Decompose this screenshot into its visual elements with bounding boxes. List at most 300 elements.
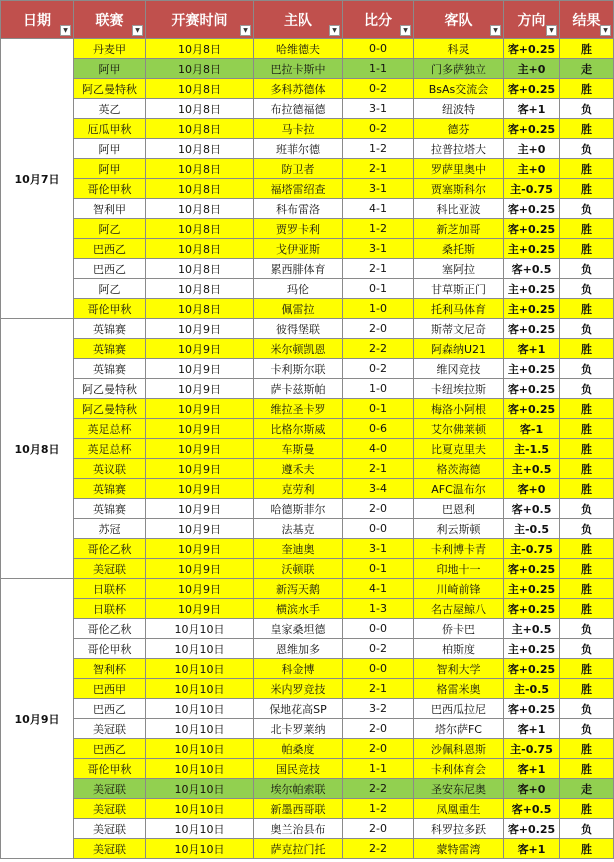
league-cell: 巴西乙	[74, 239, 146, 259]
score-cell: 0-1	[343, 559, 414, 579]
table-row	[1, 99, 614, 119]
home-team-cell: 米尔顿凯恩	[254, 339, 343, 359]
header-score-label: 比分	[364, 12, 392, 29]
table-row	[1, 419, 614, 439]
away-team-cell: 阿森纳U21	[414, 339, 504, 359]
home-team-cell: 米内罗竞技	[254, 679, 343, 699]
time-cell: 10月9日	[146, 579, 254, 599]
date-cell: 10月8日	[1, 319, 74, 579]
table-row	[1, 679, 614, 699]
table-row	[1, 239, 614, 259]
table-row	[1, 739, 614, 759]
result-cell: 负	[560, 139, 614, 159]
score-cell: 2-1	[343, 679, 414, 699]
time-cell: 10月9日	[146, 439, 254, 459]
league-cell: 阿乙曼特秋	[74, 379, 146, 399]
time-cell: 10月8日	[146, 179, 254, 199]
header-row	[1, 1, 614, 39]
time-cell: 10月9日	[146, 559, 254, 579]
direction-cell: 主-0.5	[504, 679, 560, 699]
direction-cell: 客+0	[504, 479, 560, 499]
away-team-cell: 科比亚波	[414, 199, 504, 219]
result-cell: 负	[560, 359, 614, 379]
direction-cell: 主-0.5	[504, 519, 560, 539]
score-cell: 1-2	[343, 139, 414, 159]
table-row	[1, 159, 614, 179]
league-cell: 丹麦甲	[74, 39, 146, 59]
time-cell: 10月9日	[146, 419, 254, 439]
away-team-cell: 卡纽埃拉斯	[414, 379, 504, 399]
league-cell: 日联杯	[74, 579, 146, 599]
direction-cell: 客+0.25	[504, 659, 560, 679]
direction-cell: 主+0.25	[504, 359, 560, 379]
result-cell: 负	[560, 259, 614, 279]
result-cell: 胜	[560, 579, 614, 599]
score-cell: 1-0	[343, 299, 414, 319]
score-cell: 3-1	[343, 179, 414, 199]
table-row	[1, 559, 614, 579]
result-cell: 胜	[560, 839, 614, 859]
table-row	[1, 779, 614, 799]
score-cell: 0-1	[343, 279, 414, 299]
table-row	[1, 799, 614, 819]
direction-cell: 客+0.25	[504, 599, 560, 619]
result-cell: 胜	[560, 119, 614, 139]
direction-cell: 主+0.25	[504, 639, 560, 659]
result-cell: 负	[560, 99, 614, 119]
away-team-cell: 梅洛小阿根	[414, 399, 504, 419]
away-team-cell: BsAs交流会	[414, 79, 504, 99]
table-row	[1, 319, 614, 339]
result-cell: 胜	[560, 219, 614, 239]
table-row	[1, 579, 614, 599]
time-cell: 10月8日	[146, 199, 254, 219]
direction-cell: 客+0.25	[504, 399, 560, 419]
direction-cell: 主+0.25	[504, 299, 560, 319]
time-cell: 10月9日	[146, 459, 254, 479]
header-time	[146, 1, 254, 39]
home-team-cell: 皇家桑坦德	[254, 619, 343, 639]
time-cell: 10月8日	[146, 259, 254, 279]
score-cell: 0-2	[343, 79, 414, 99]
table-row	[1, 539, 614, 559]
table-row	[1, 39, 614, 59]
table-row	[1, 759, 614, 779]
header-result	[560, 1, 614, 39]
table-row	[1, 359, 614, 379]
table-row	[1, 339, 614, 359]
away-team-cell: 印地十一	[414, 559, 504, 579]
table-row	[1, 399, 614, 419]
home-team-cell: 戈伊亚斯	[254, 239, 343, 259]
time-cell: 10月10日	[146, 699, 254, 719]
direction-cell: 主-1.5	[504, 439, 560, 459]
table-row	[1, 219, 614, 239]
time-cell: 10月8日	[146, 219, 254, 239]
result-cell: 负	[560, 199, 614, 219]
table-row	[1, 439, 614, 459]
league-cell: 英锦赛	[74, 499, 146, 519]
filter-dropdown-icon[interactable]: ▼	[490, 25, 501, 36]
score-cell: 1-2	[343, 799, 414, 819]
result-cell: 胜	[560, 339, 614, 359]
home-team-cell: 布拉德福德	[254, 99, 343, 119]
result-cell: 负	[560, 719, 614, 739]
away-team-cell: 凤凰重生	[414, 799, 504, 819]
home-team-cell: 科金博	[254, 659, 343, 679]
home-team-cell: 车斯曼	[254, 439, 343, 459]
result-cell: 胜	[560, 739, 614, 759]
direction-cell: 客+0.5	[504, 799, 560, 819]
result-cell: 胜	[560, 179, 614, 199]
away-team-cell: 新芝加哥	[414, 219, 504, 239]
direction-cell: 主-0.75	[504, 179, 560, 199]
time-cell: 10月9日	[146, 359, 254, 379]
direction-cell: 客+0.25	[504, 319, 560, 339]
home-team-cell: 新墨西哥联	[254, 799, 343, 819]
direction-cell: 客+1	[504, 759, 560, 779]
score-cell: 4-0	[343, 439, 414, 459]
league-cell: 英议联	[74, 459, 146, 479]
away-team-cell: 川崎前锋	[414, 579, 504, 599]
home-team-cell: 马卡拉	[254, 119, 343, 139]
away-team-cell: 巴西瓜拉尼	[414, 699, 504, 719]
league-cell: 日联杯	[74, 599, 146, 619]
time-cell: 10月9日	[146, 539, 254, 559]
result-cell: 胜	[560, 39, 614, 59]
result-cell: 胜	[560, 79, 614, 99]
away-team-cell: 纽波特	[414, 99, 504, 119]
league-cell: 哥伦甲秋	[74, 639, 146, 659]
table-row	[1, 259, 614, 279]
result-cell: 负	[560, 519, 614, 539]
header-league	[74, 1, 146, 39]
time-cell: 10月10日	[146, 619, 254, 639]
direction-cell: 客+1	[504, 839, 560, 859]
result-cell: 胜	[560, 399, 614, 419]
time-cell: 10月10日	[146, 639, 254, 659]
score-cell: 2-0	[343, 819, 414, 839]
time-cell: 10月9日	[146, 399, 254, 419]
header-away-label: 客队	[444, 12, 473, 29]
league-cell: 哥伦乙秋	[74, 539, 146, 559]
header-away	[414, 1, 504, 39]
score-cell: 2-0	[343, 499, 414, 519]
league-cell: 巴西乙	[74, 739, 146, 759]
table-row	[1, 59, 614, 79]
result-cell: 胜	[560, 659, 614, 679]
result-cell: 胜	[560, 679, 614, 699]
header-direction	[504, 1, 560, 39]
away-team-cell: 门多萨独立	[414, 59, 504, 79]
league-cell: 智利杯	[74, 659, 146, 679]
home-team-cell: 多科苏德体	[254, 79, 343, 99]
score-cell: 1-3	[343, 599, 414, 619]
table-row	[1, 839, 614, 859]
score-cell: 0-2	[343, 119, 414, 139]
home-team-cell: 埃尔帕索联	[254, 779, 343, 799]
home-team-cell: 科布雷洛	[254, 199, 343, 219]
direction-cell: 客+1	[504, 99, 560, 119]
table-row	[1, 599, 614, 619]
away-team-cell: 塔尔萨FC	[414, 719, 504, 739]
home-team-cell: 玛伦	[254, 279, 343, 299]
table-row	[1, 119, 614, 139]
home-team-cell: 哈德斯菲尔	[254, 499, 343, 519]
away-team-cell: 科灵	[414, 39, 504, 59]
score-cell: 3-1	[343, 239, 414, 259]
score-cell: 3-1	[343, 99, 414, 119]
score-cell: 3-4	[343, 479, 414, 499]
score-cell: 2-2	[343, 839, 414, 859]
home-team-cell: 维拉圣卡罗	[254, 399, 343, 419]
result-cell: 胜	[560, 459, 614, 479]
direction-cell: 客+1	[504, 719, 560, 739]
league-cell: 英乙	[74, 99, 146, 119]
time-cell: 10月10日	[146, 799, 254, 819]
score-cell: 1-0	[343, 379, 414, 399]
score-cell: 1-1	[343, 759, 414, 779]
league-cell: 哥伦甲秋	[74, 759, 146, 779]
filter-dropdown-icon[interactable]: ▼	[240, 25, 251, 36]
score-cell: 2-0	[343, 739, 414, 759]
direction-cell: 客-1	[504, 419, 560, 439]
filter-dropdown-icon[interactable]: ▼	[546, 25, 557, 36]
home-team-cell: 比格尔斯威	[254, 419, 343, 439]
time-cell: 10月9日	[146, 339, 254, 359]
away-team-cell: AFC温布尔	[414, 479, 504, 499]
table-row	[1, 639, 614, 659]
league-cell: 哥伦甲秋	[74, 179, 146, 199]
direction-cell: 客+0.5	[504, 499, 560, 519]
table-row	[1, 199, 614, 219]
away-team-cell: 比夏克里夫	[414, 439, 504, 459]
header-time-label: 开赛时间	[171, 12, 228, 29]
result-cell: 胜	[560, 479, 614, 499]
table-row	[1, 519, 614, 539]
score-cell: 0-0	[343, 39, 414, 59]
home-team-cell: 班菲尔德	[254, 139, 343, 159]
time-cell: 10月8日	[146, 279, 254, 299]
filter-dropdown-icon[interactable]: ▼	[329, 25, 340, 36]
away-team-cell: 侨卡巴	[414, 619, 504, 639]
away-team-cell: 格雷米奥	[414, 679, 504, 699]
direction-cell: 客+0.25	[504, 559, 560, 579]
time-cell: 10月8日	[146, 119, 254, 139]
direction-cell: 客+0.25	[504, 219, 560, 239]
away-team-cell: 蒙特雷湾	[414, 839, 504, 859]
away-team-cell: 智利大学	[414, 659, 504, 679]
league-cell: 阿乙	[74, 219, 146, 239]
league-cell: 英锦赛	[74, 479, 146, 499]
score-cell: 2-1	[343, 159, 414, 179]
direction-cell: 主+0	[504, 59, 560, 79]
time-cell: 10月9日	[146, 499, 254, 519]
home-team-cell: 彼得堡联	[254, 319, 343, 339]
date-cell: 10月9日	[1, 579, 74, 859]
direction-cell: 主-0.75	[504, 539, 560, 559]
league-cell: 哥伦甲秋	[74, 299, 146, 319]
league-cell: 美冠联	[74, 799, 146, 819]
away-team-cell: 巴恩利	[414, 499, 504, 519]
header-score	[343, 1, 414, 39]
table-header	[1, 1, 614, 39]
away-team-cell: 拉普拉塔大	[414, 139, 504, 159]
home-team-cell: 国民竞技	[254, 759, 343, 779]
direction-cell: 主+0	[504, 159, 560, 179]
home-team-cell: 卡利斯尔联	[254, 359, 343, 379]
away-team-cell: 塞阿拉	[414, 259, 504, 279]
home-team-cell: 新泻天鹅	[254, 579, 343, 599]
result-cell: 胜	[560, 599, 614, 619]
time-cell: 10月8日	[146, 99, 254, 119]
table-row	[1, 659, 614, 679]
time-cell: 10月10日	[146, 739, 254, 759]
time-cell: 10月10日	[146, 839, 254, 859]
header-home-label: 主队	[284, 12, 312, 29]
result-cell: 走	[560, 59, 614, 79]
league-cell: 美冠联	[74, 819, 146, 839]
score-cell: 3-2	[343, 699, 414, 719]
result-cell: 负	[560, 639, 614, 659]
home-team-cell: 萨卡兹斯帕	[254, 379, 343, 399]
filter-dropdown-icon[interactable]: ▼	[132, 25, 143, 36]
home-team-cell: 奥兰治县布	[254, 819, 343, 839]
score-cell: 0-0	[343, 619, 414, 639]
time-cell: 10月9日	[146, 319, 254, 339]
score-cell: 1-2	[343, 219, 414, 239]
score-cell: 2-2	[343, 779, 414, 799]
league-cell: 英足总杯	[74, 439, 146, 459]
league-cell: 英锦赛	[74, 319, 146, 339]
away-team-cell: 斯蒂文尼奇	[414, 319, 504, 339]
score-cell: 2-2	[343, 339, 414, 359]
home-team-cell: 哈维德夫	[254, 39, 343, 59]
league-cell: 英锦赛	[74, 359, 146, 379]
result-cell: 负	[560, 819, 614, 839]
away-team-cell: 桑托斯	[414, 239, 504, 259]
result-cell: 负	[560, 499, 614, 519]
direction-cell: 客+0.25	[504, 199, 560, 219]
league-cell: 厄瓜甲秋	[74, 119, 146, 139]
table-row	[1, 279, 614, 299]
filter-dropdown-icon[interactable]: ▼	[400, 25, 411, 36]
result-cell: 胜	[560, 239, 614, 259]
score-cell: 3-1	[343, 539, 414, 559]
direction-cell: 客+0.25	[504, 379, 560, 399]
direction-cell: 客+0	[504, 779, 560, 799]
direction-cell: 客+0.25	[504, 819, 560, 839]
table-row	[1, 379, 614, 399]
home-team-cell: 帕桑度	[254, 739, 343, 759]
score-cell: 0-0	[343, 519, 414, 539]
league-cell: 巴西乙	[74, 699, 146, 719]
away-team-cell: 柏斯度	[414, 639, 504, 659]
time-cell: 10月10日	[146, 779, 254, 799]
away-team-cell: 名古屋鲸八	[414, 599, 504, 619]
league-cell: 哥伦乙秋	[74, 619, 146, 639]
league-cell: 美冠联	[74, 719, 146, 739]
score-cell: 0-0	[343, 659, 414, 679]
result-cell: 负	[560, 379, 614, 399]
direction-cell: 主+0.25	[504, 239, 560, 259]
result-cell: 胜	[560, 559, 614, 579]
away-team-cell: 甘草斯正门	[414, 279, 504, 299]
away-team-cell: 托利马体育	[414, 299, 504, 319]
score-cell: 4-1	[343, 199, 414, 219]
league-cell: 英足总杯	[74, 419, 146, 439]
table-row	[1, 299, 614, 319]
score-cell: 0-6	[343, 419, 414, 439]
away-team-cell: 圣安东尼奥	[414, 779, 504, 799]
home-team-cell: 累西腓体育	[254, 259, 343, 279]
filter-dropdown-icon[interactable]: ▼	[600, 25, 611, 36]
result-cell: 负	[560, 619, 614, 639]
time-cell: 10月8日	[146, 79, 254, 99]
home-team-cell: 保地花高SP	[254, 699, 343, 719]
away-team-cell: 卡利体育会	[414, 759, 504, 779]
home-team-cell: 恩维加多	[254, 639, 343, 659]
score-cell: 2-0	[343, 719, 414, 739]
away-team-cell: 罗萨里奥中	[414, 159, 504, 179]
header-league-label: 联赛	[95, 12, 124, 29]
home-team-cell: 奎迪奥	[254, 539, 343, 559]
result-cell: 胜	[560, 799, 614, 819]
time-cell: 10月10日	[146, 719, 254, 739]
header-direction-label: 方向	[517, 12, 546, 29]
table-row	[1, 719, 614, 739]
score-cell: 0-1	[343, 399, 414, 419]
table-row	[1, 819, 614, 839]
home-team-cell: 福塔雷绍查	[254, 179, 343, 199]
home-team-cell: 防卫者	[254, 159, 343, 179]
table-row	[1, 619, 614, 639]
result-cell: 胜	[560, 299, 614, 319]
home-team-cell: 北卡罗莱纳	[254, 719, 343, 739]
direction-cell: 主-0.75	[504, 739, 560, 759]
table-row	[1, 179, 614, 199]
away-team-cell: 艾尔佛莱顿	[414, 419, 504, 439]
time-cell: 10月10日	[146, 679, 254, 699]
league-cell: 阿甲	[74, 59, 146, 79]
time-cell: 10月9日	[146, 599, 254, 619]
time-cell: 10月9日	[146, 479, 254, 499]
direction-cell: 客+1	[504, 339, 560, 359]
league-cell: 阿乙曼特秋	[74, 79, 146, 99]
direction-cell: 客+0.25	[504, 39, 560, 59]
date-cell: 10月7日	[1, 39, 74, 319]
direction-cell: 客+0.25	[504, 699, 560, 719]
header-home	[254, 1, 343, 39]
time-cell: 10月8日	[146, 299, 254, 319]
home-team-cell: 萨克拉门托	[254, 839, 343, 859]
away-team-cell: 贾塞斯科尔	[414, 179, 504, 199]
away-team-cell: 德芬	[414, 119, 504, 139]
league-cell: 巴西乙	[74, 259, 146, 279]
score-cell: 0-2	[343, 639, 414, 659]
table-row	[1, 699, 614, 719]
league-cell: 阿甲	[74, 159, 146, 179]
away-team-cell: 格茨海德	[414, 459, 504, 479]
header-date-label: 日期	[23, 12, 51, 29]
score-cell: 2-0	[343, 319, 414, 339]
time-cell: 10月8日	[146, 159, 254, 179]
home-team-cell: 贾罗卡利	[254, 219, 343, 239]
home-team-cell: 沃顿联	[254, 559, 343, 579]
table-row	[1, 499, 614, 519]
home-team-cell: 横滨水手	[254, 599, 343, 619]
filter-dropdown-icon[interactable]: ▼	[60, 25, 71, 36]
